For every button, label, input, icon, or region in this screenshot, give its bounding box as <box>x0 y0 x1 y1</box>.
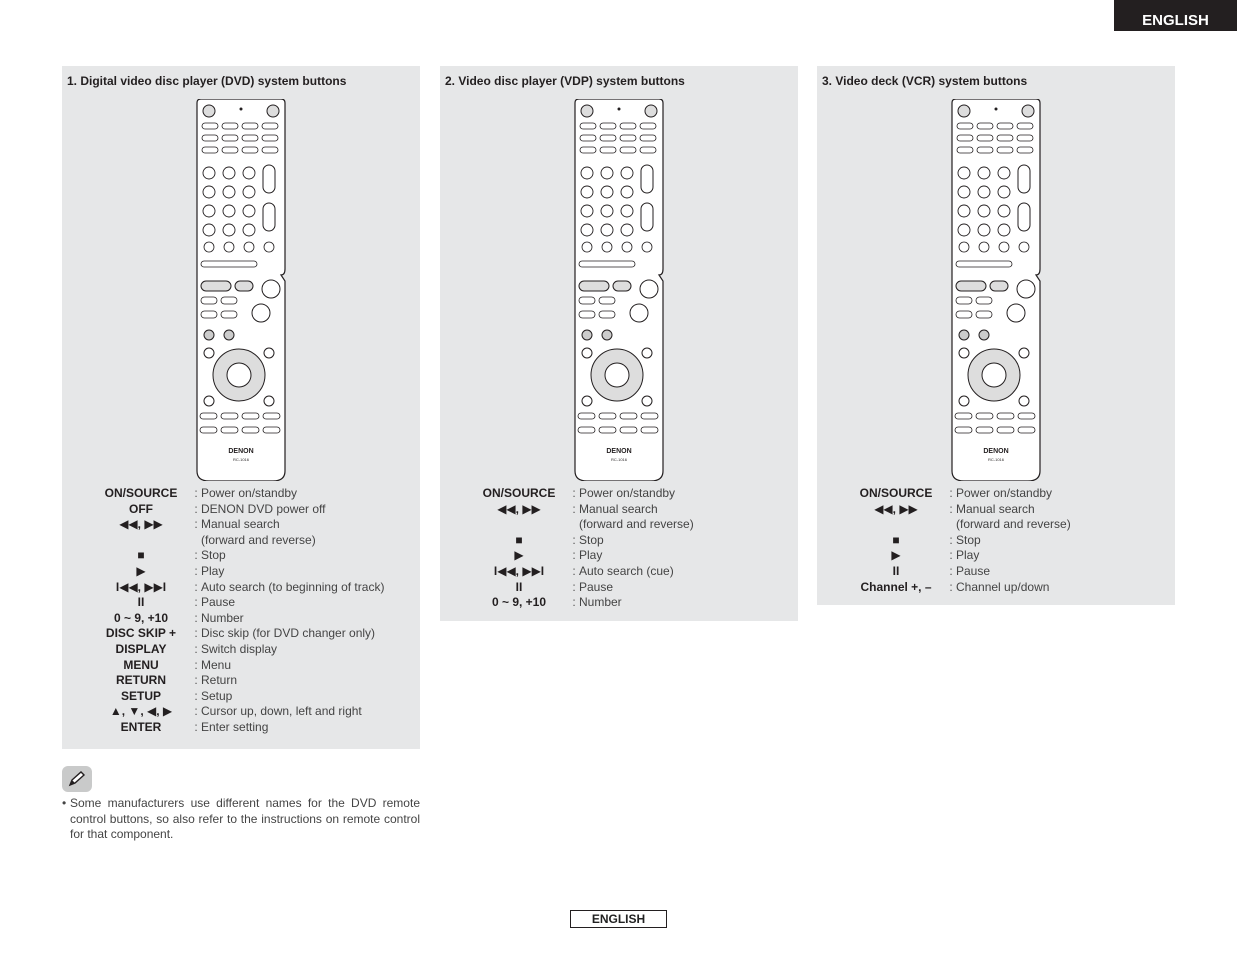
button-description: Power on/standby <box>579 486 676 500</box>
separator: : <box>949 548 953 563</box>
button-row <box>91 689 384 705</box>
button-row <box>846 486 1071 502</box>
button-row <box>91 595 384 611</box>
button-description: Return <box>201 673 238 688</box>
button-key: Channel +, – <box>860 579 932 594</box>
footer-language-label: ENGLISH <box>570 910 667 928</box>
button-key: ▶ <box>891 548 901 563</box>
svg-text:RC-1016: RC-1016 <box>610 457 628 462</box>
separator: : <box>194 563 198 578</box>
separator: : <box>194 501 198 516</box>
svg-text:RC-1016: RC-1016 <box>232 457 250 462</box>
button-key: ■ <box>515 532 523 547</box>
button-description: Power on/standby <box>956 486 1053 500</box>
button-row <box>846 580 1071 596</box>
button-row <box>91 564 384 580</box>
language-tab: ENGLISH <box>1114 0 1237 31</box>
separator: : <box>194 719 198 734</box>
button-key: II <box>515 579 523 594</box>
panel-title: 2. Video disc player (VDP) system buttons <box>445 74 685 88</box>
button-description: DENON DVD power off <box>201 501 326 516</box>
panel-vdp <box>440 66 798 621</box>
button-row <box>91 673 384 689</box>
button-row <box>91 548 384 564</box>
separator: : <box>949 563 953 578</box>
button-key <box>846 517 946 533</box>
button-row <box>846 533 1071 549</box>
button-key: ON/SOURCE <box>104 486 178 500</box>
button-description: Manual search <box>956 501 1035 516</box>
button-description: Manual search <box>579 501 658 516</box>
button-key: I◀◀, ▶▶I <box>115 579 167 594</box>
button-description: Menu <box>201 657 232 672</box>
button-description: (forward and reverse) <box>956 517 1071 532</box>
button-row <box>91 658 384 674</box>
button-description: (forward and reverse) <box>579 517 694 532</box>
button-description: Play <box>956 548 980 563</box>
separator: : <box>194 626 198 641</box>
button-key: OFF <box>129 501 153 516</box>
button-row <box>91 626 384 642</box>
note-paragraph <box>62 796 420 843</box>
svg-text:DENON: DENON <box>983 448 1009 455</box>
button-row <box>469 595 694 611</box>
panel-title: 3. Video deck (VCR) system buttons <box>822 74 1028 88</box>
button-key: ▶ <box>514 548 524 563</box>
button-list <box>91 486 384 736</box>
button-description: Pause <box>579 579 614 594</box>
button-row <box>91 642 384 658</box>
separator: : <box>949 501 953 516</box>
button-key: ■ <box>892 532 900 547</box>
button-description: Number <box>579 595 622 610</box>
button-row <box>91 704 384 720</box>
button-description: Play <box>201 563 225 578</box>
svg-text:RC-1016: RC-1016 <box>987 457 1005 462</box>
panel-dvd <box>62 66 420 749</box>
button-key <box>91 533 191 549</box>
button-row <box>91 517 384 533</box>
panel-vcr <box>817 66 1175 605</box>
separator <box>946 517 956 533</box>
button-description: Pause <box>201 595 236 610</box>
separator: : <box>194 704 198 719</box>
button-row <box>469 517 694 533</box>
separator: : <box>949 486 953 500</box>
button-row <box>91 580 384 596</box>
button-description: Enter setting <box>201 719 269 734</box>
separator: : <box>572 579 576 594</box>
button-row <box>846 548 1071 564</box>
button-key: II <box>892 563 900 578</box>
separator: : <box>949 532 953 547</box>
button-row <box>846 517 1071 533</box>
separator <box>191 533 201 549</box>
button-key: ▶ <box>136 563 146 578</box>
separator: : <box>194 610 198 625</box>
button-key: ◀◀, ▶▶ <box>497 501 541 516</box>
button-description: Auto search (cue) <box>579 563 674 578</box>
separator: : <box>194 688 198 703</box>
button-list <box>846 486 1071 595</box>
separator: : <box>194 579 198 594</box>
button-row <box>469 564 694 580</box>
separator: : <box>572 563 576 578</box>
separator: : <box>194 657 198 672</box>
button-row <box>91 533 384 549</box>
separator: : <box>572 532 576 547</box>
button-key: I◀◀, ▶▶I <box>493 563 545 578</box>
button-key: SETUP <box>120 688 161 703</box>
separator: : <box>194 641 198 656</box>
button-description: Number <box>201 610 244 625</box>
button-row <box>846 502 1071 518</box>
button-row <box>469 580 694 596</box>
button-key: ON/SOURCE <box>859 486 933 500</box>
button-row <box>91 611 384 627</box>
separator <box>569 517 579 533</box>
button-row <box>469 486 694 502</box>
remote-control-image <box>193 99 289 481</box>
separator: : <box>194 517 198 532</box>
separator: : <box>194 486 198 500</box>
separator: : <box>194 548 198 563</box>
button-key: ON/SOURCE <box>482 486 556 500</box>
button-description: Stop <box>201 548 226 563</box>
button-key: 0 ~ 9, +10 <box>491 595 547 610</box>
button-key: ENTER <box>120 719 162 734</box>
button-row <box>469 548 694 564</box>
pencil-icon <box>62 766 92 792</box>
button-description: Cursor up, down, left and right <box>201 704 362 719</box>
button-description: Pause <box>956 563 991 578</box>
button-description: Channel up/down <box>956 579 1050 594</box>
button-key: DISPLAY <box>115 641 167 656</box>
button-row <box>846 564 1071 580</box>
button-description: Auto search (to beginning of track) <box>201 579 385 594</box>
button-description: Play <box>579 548 603 563</box>
button-description: Switch display <box>201 641 278 656</box>
button-row <box>469 533 694 549</box>
button-key: RETURN <box>116 673 166 688</box>
button-description: Stop <box>956 532 981 547</box>
svg-text:DENON: DENON <box>228 448 254 455</box>
button-key: ◀◀, ▶▶ <box>119 517 163 532</box>
button-key: MENU <box>123 657 159 672</box>
separator: : <box>572 595 576 610</box>
button-description: Disc skip (for DVD changer only) <box>201 626 376 641</box>
separator: : <box>572 501 576 516</box>
button-row <box>91 720 384 736</box>
button-description: (forward and reverse) <box>201 532 316 547</box>
button-key: II <box>137 595 145 610</box>
button-description: Power on/standby <box>201 486 298 500</box>
button-key <box>469 517 569 533</box>
button-key: 0 ~ 9, +10 <box>113 610 169 625</box>
button-row <box>91 486 384 502</box>
button-key: DISC SKIP + <box>105 626 177 641</box>
button-description: Setup <box>201 688 233 703</box>
button-list <box>469 486 694 611</box>
button-description: Manual search <box>201 517 280 532</box>
separator: : <box>572 548 576 563</box>
button-row <box>91 502 384 518</box>
separator: : <box>949 579 953 594</box>
svg-text:DENON: DENON <box>606 448 632 455</box>
panel-title: 1. Digital video disc player (DVD) system buttons <box>67 74 347 88</box>
remote-control-image <box>948 99 1044 481</box>
separator: : <box>194 595 198 610</box>
button-key: ▲, ▼, ◀, ▶ <box>109 704 173 719</box>
button-key: ■ <box>137 548 145 563</box>
note-body: Some manufacturers use different names for the DVD remote control buttons, so also refer to the instructions on remote control for that component. <box>70 796 420 842</box>
note-bullet: • <box>62 796 67 810</box>
separator: : <box>572 486 576 500</box>
button-key: ◀◀, ▶▶ <box>874 501 918 516</box>
remote-control-image <box>571 99 667 481</box>
separator: : <box>194 673 198 688</box>
button-row <box>469 502 694 518</box>
button-description: Stop <box>579 532 604 547</box>
